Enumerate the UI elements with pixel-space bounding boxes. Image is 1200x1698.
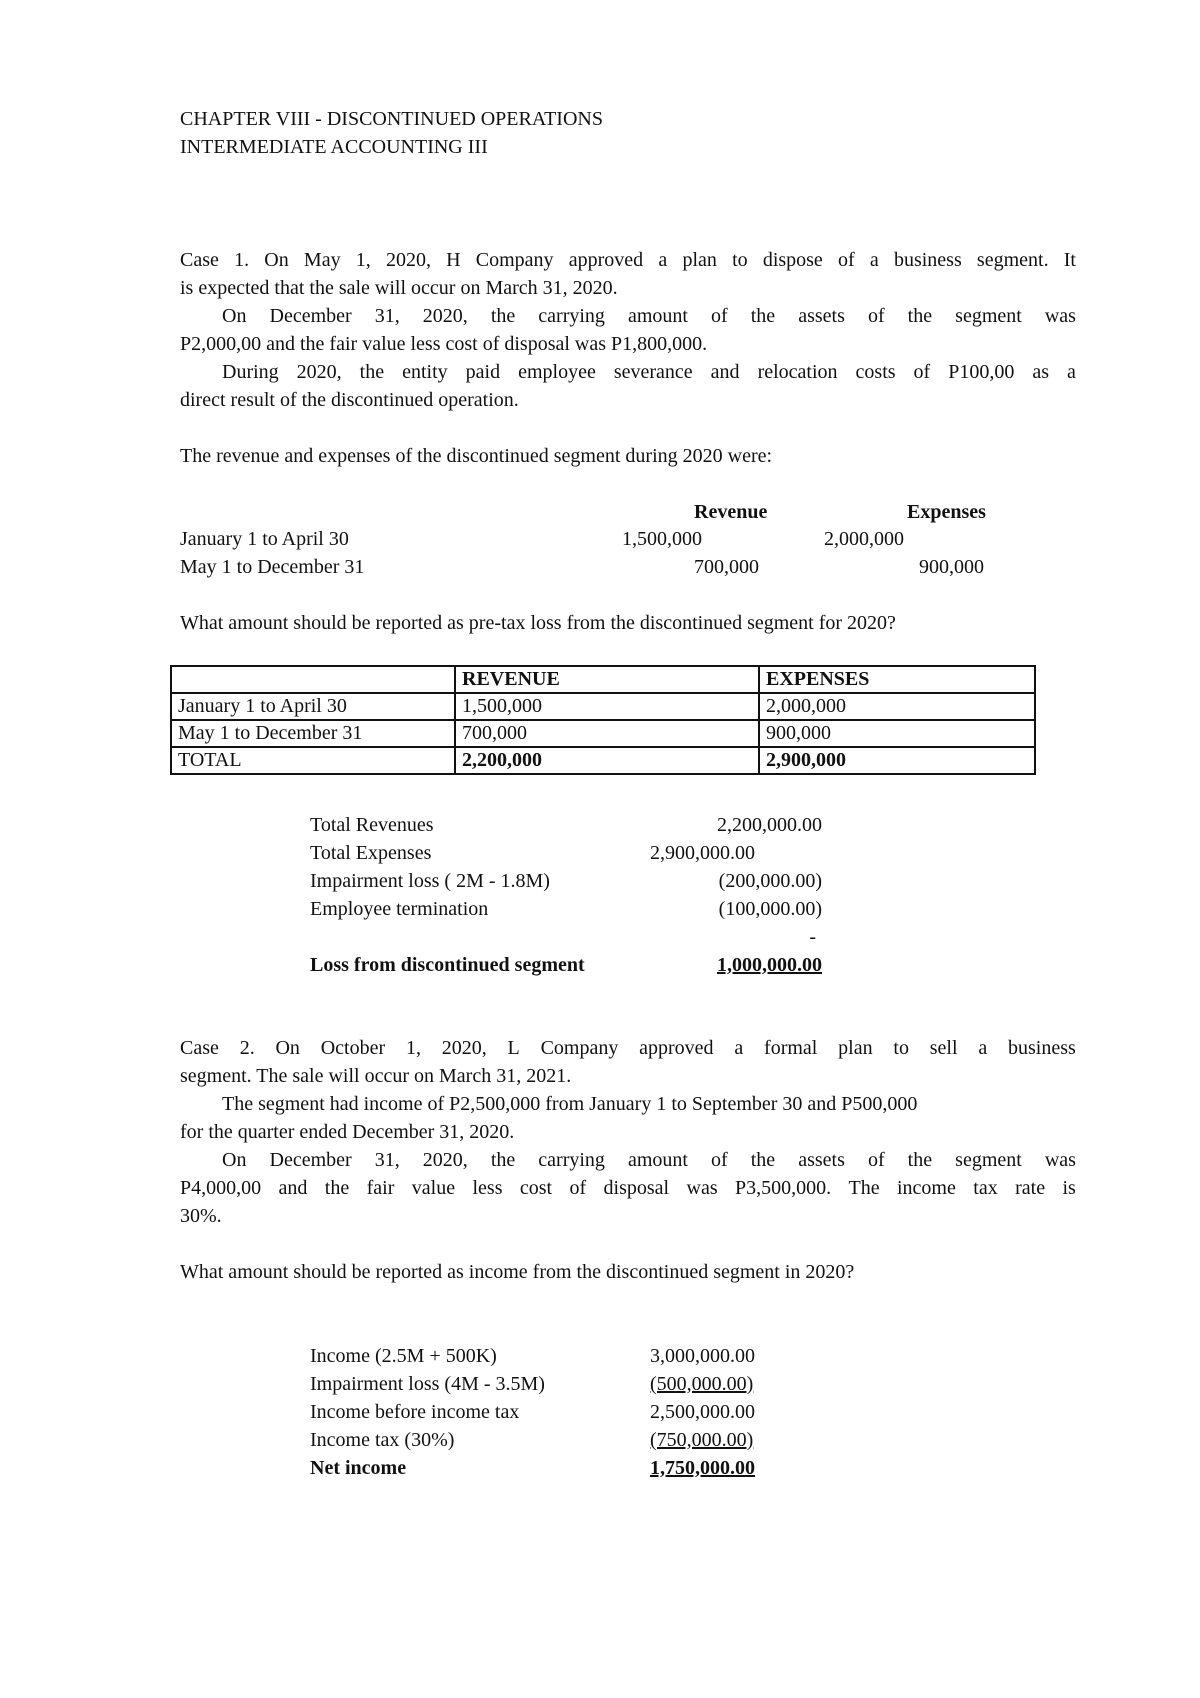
word: to: [893, 1037, 909, 1059]
word: plan: [838, 1037, 873, 1059]
word: employee: [518, 361, 596, 383]
table-cell: 2,900,000: [759, 747, 1035, 774]
word: of: [838, 249, 855, 271]
word: 1,: [405, 1037, 421, 1059]
word: segment: [955, 1149, 1022, 1171]
word: October: [320, 1037, 386, 1059]
case2-paragraph3-line2: [180, 1177, 1076, 1200]
net-income-label: Net income: [310, 1457, 407, 1479]
word: and: [278, 1177, 308, 1199]
table-header-cell: REVENUE: [455, 666, 759, 693]
word: of: [711, 1149, 728, 1171]
computation-label: Total Revenues: [310, 814, 434, 836]
computation-label: Income (2.5M + 500K): [310, 1345, 497, 1367]
word: a: [1067, 361, 1076, 383]
case2-paragraph3-line3: 30%.: [180, 1205, 222, 1227]
word: sell: [929, 1037, 958, 1059]
plain-table-row-period: January 1 to April 30: [180, 528, 349, 550]
table-cell: 2,200,000: [455, 747, 759, 774]
word: 31,: [374, 1149, 400, 1171]
word: the: [750, 1149, 776, 1171]
word: and: [710, 361, 740, 383]
word: 2020,: [296, 361, 342, 383]
word: 1.: [234, 249, 250, 271]
word: fair: [366, 1177, 395, 1199]
word: paid: [465, 361, 501, 383]
case2-paragraph3-line1: [222, 1149, 1076, 1172]
word: value: [411, 1177, 456, 1199]
word: a: [734, 1037, 744, 1059]
word: On: [222, 305, 247, 327]
word: entity: [402, 361, 448, 383]
word: plan: [682, 249, 717, 271]
word: was: [1044, 305, 1076, 327]
word: approved: [639, 1037, 714, 1059]
word: assets: [798, 1149, 845, 1171]
word: December: [269, 1149, 352, 1171]
case1-paragraph1-line2: is expected that the sale will occur on March 31, 2020.: [180, 277, 618, 299]
computation-value: 2,900,000.00: [650, 842, 755, 864]
case1-paragraph2-line1: [222, 305, 1076, 328]
word: was: [686, 1177, 718, 1199]
word: formal: [764, 1037, 818, 1059]
case2-paragraph1-line2: segment. The sale will occur on March 31, 2021.: [180, 1065, 572, 1087]
word: segment.: [976, 249, 1049, 271]
table-header-row: [171, 666, 1035, 693]
net-income-value: 1,750,000.00: [650, 1457, 755, 1479]
word: 31,: [374, 305, 400, 327]
word: segment: [955, 305, 1022, 327]
plain-table-row-revenue: 1,500,000: [622, 528, 702, 550]
word: During: [222, 361, 279, 383]
word: December: [269, 305, 352, 327]
word: costs: [855, 361, 896, 383]
word: P4,000,00: [180, 1177, 262, 1199]
word: Case: [180, 1037, 219, 1059]
word: disposal: [603, 1177, 670, 1199]
table-total-row: [171, 747, 1035, 774]
word: dispose: [762, 249, 823, 271]
word: of: [867, 1149, 885, 1171]
case1-paragraph1-line1: [180, 249, 1076, 272]
computation-label: Employee termination: [310, 898, 489, 920]
word: tax: [973, 1177, 998, 1199]
plain-table-row-expenses: 2,000,000: [824, 528, 904, 550]
chapter-title: CHAPTER VIII - DISCONTINUED OPERATIONS: [180, 108, 603, 130]
plain-table-header-expenses: Expenses: [907, 501, 986, 523]
table-cell: May 1 to December 31: [171, 720, 455, 747]
word: H: [446, 249, 461, 271]
word: approved: [568, 249, 644, 271]
computation-value: 2,200,000.00: [717, 814, 822, 836]
word: It: [1063, 249, 1076, 271]
case2-paragraph2-line1: The segment had income of P2,500,000 from January 1 to September 30 and P500,000: [222, 1093, 918, 1115]
word: 2020,: [422, 1149, 468, 1171]
word: P100,00: [948, 361, 1015, 383]
word: 2020,: [441, 1037, 487, 1059]
case1-intro: The revenue and expenses of the discontinued segment during 2020 were:: [180, 445, 773, 467]
word: of: [913, 361, 931, 383]
case1-bordered-table: [170, 665, 1036, 775]
word: carrying: [538, 305, 605, 327]
word: the: [907, 1149, 933, 1171]
computation-value: (100,000.00): [718, 898, 822, 920]
word: the: [750, 305, 776, 327]
table-header-cell: [171, 666, 455, 693]
case1-question: What amount should be reported as pre-tax loss from the discontinued segment for 2020?: [180, 612, 896, 634]
word: 1,: [355, 249, 371, 271]
word: Company: [540, 1037, 619, 1059]
word: the: [324, 1177, 350, 1199]
word: amount: [627, 305, 688, 327]
computation-label: Total Expenses: [310, 842, 432, 864]
computation-value: 3,000,000.00: [650, 1345, 755, 1367]
word: of: [711, 305, 728, 327]
computation-label: Income tax (30%): [310, 1429, 455, 1451]
word: On: [264, 249, 289, 271]
plain-table-header-revenue: Revenue: [694, 501, 768, 523]
computation-dash: -: [809, 926, 816, 948]
case1-paragraph2-line2: P2,000,00 and the fair value less cost of disposal was P1,800,000.: [180, 333, 708, 355]
case2-paragraph1-line1: [180, 1037, 1076, 1060]
computation-label: Income before income tax: [310, 1401, 520, 1423]
loss-value: 1,000,000.00: [717, 954, 822, 976]
word: 2020,: [422, 305, 468, 327]
table-cell: TOTAL: [171, 747, 455, 774]
word: P3,500,000.: [735, 1177, 832, 1199]
word: rate: [1015, 1177, 1046, 1199]
table-row: [171, 720, 1035, 747]
word: of: [569, 1177, 587, 1199]
plain-table-row-expenses: 900,000: [919, 556, 984, 578]
word: Case: [180, 249, 219, 271]
word: 2.: [239, 1037, 255, 1059]
table-header-cell: EXPENSES: [759, 666, 1035, 693]
word: a: [869, 249, 879, 271]
table-cell: 700,000: [455, 720, 759, 747]
word: less: [472, 1177, 503, 1199]
word: as: [1032, 361, 1049, 383]
case2-question: What amount should be reported as income from the discontinued segment in 2020?: [180, 1261, 855, 1283]
course-title: INTERMEDIATE ACCOUNTING III: [180, 136, 488, 158]
computation-label: Impairment loss (4M - 3.5M): [310, 1373, 545, 1395]
word: of: [867, 305, 885, 327]
case1-paragraph3-line1: [222, 361, 1076, 384]
word: On: [222, 1149, 247, 1171]
word: is: [1062, 1177, 1076, 1199]
word: to: [732, 249, 748, 271]
word: amount: [627, 1149, 688, 1171]
word: a: [978, 1037, 988, 1059]
word: L: [507, 1037, 520, 1059]
word: a: [658, 249, 668, 271]
word: cost: [519, 1177, 553, 1199]
table-cell: January 1 to April 30: [171, 693, 455, 720]
word: the: [490, 1149, 516, 1171]
loss-label: Loss from discontinued segment: [310, 954, 585, 976]
case2-paragraph2-line2: for the quarter ended December 31, 2020.: [180, 1121, 515, 1143]
computation-value: (200,000.00): [718, 870, 822, 892]
table-cell: 2,000,000: [759, 693, 1035, 720]
word: business: [893, 249, 962, 271]
table-row: [171, 693, 1035, 720]
computation-value: (750,000.00): [650, 1429, 754, 1451]
word: assets: [798, 305, 845, 327]
word: was: [1044, 1149, 1076, 1171]
word: May: [303, 249, 341, 271]
word: severance: [613, 361, 693, 383]
table-cell: 1,500,000: [455, 693, 759, 720]
case1-paragraph3-line2: direct result of the discontinued operation.: [180, 389, 519, 411]
word: the: [907, 305, 933, 327]
word: On: [275, 1037, 300, 1059]
word: Company: [475, 249, 554, 271]
word: relocation: [757, 361, 838, 383]
computation-value: (500,000.00): [650, 1373, 754, 1395]
computation-label: Impairment loss ( 2M - 1.8M): [310, 870, 550, 892]
plain-table-row-period: May 1 to December 31: [180, 556, 365, 578]
word: the: [359, 361, 385, 383]
table-cell: 900,000: [759, 720, 1035, 747]
computation-value: 2,500,000.00: [650, 1401, 755, 1423]
word: carrying: [538, 1149, 605, 1171]
word: business: [1008, 1037, 1076, 1059]
plain-table-row-revenue: 700,000: [694, 556, 759, 578]
word: The: [848, 1177, 880, 1199]
word: the: [490, 305, 516, 327]
word: 2020,: [385, 249, 431, 271]
word: income: [897, 1177, 956, 1199]
